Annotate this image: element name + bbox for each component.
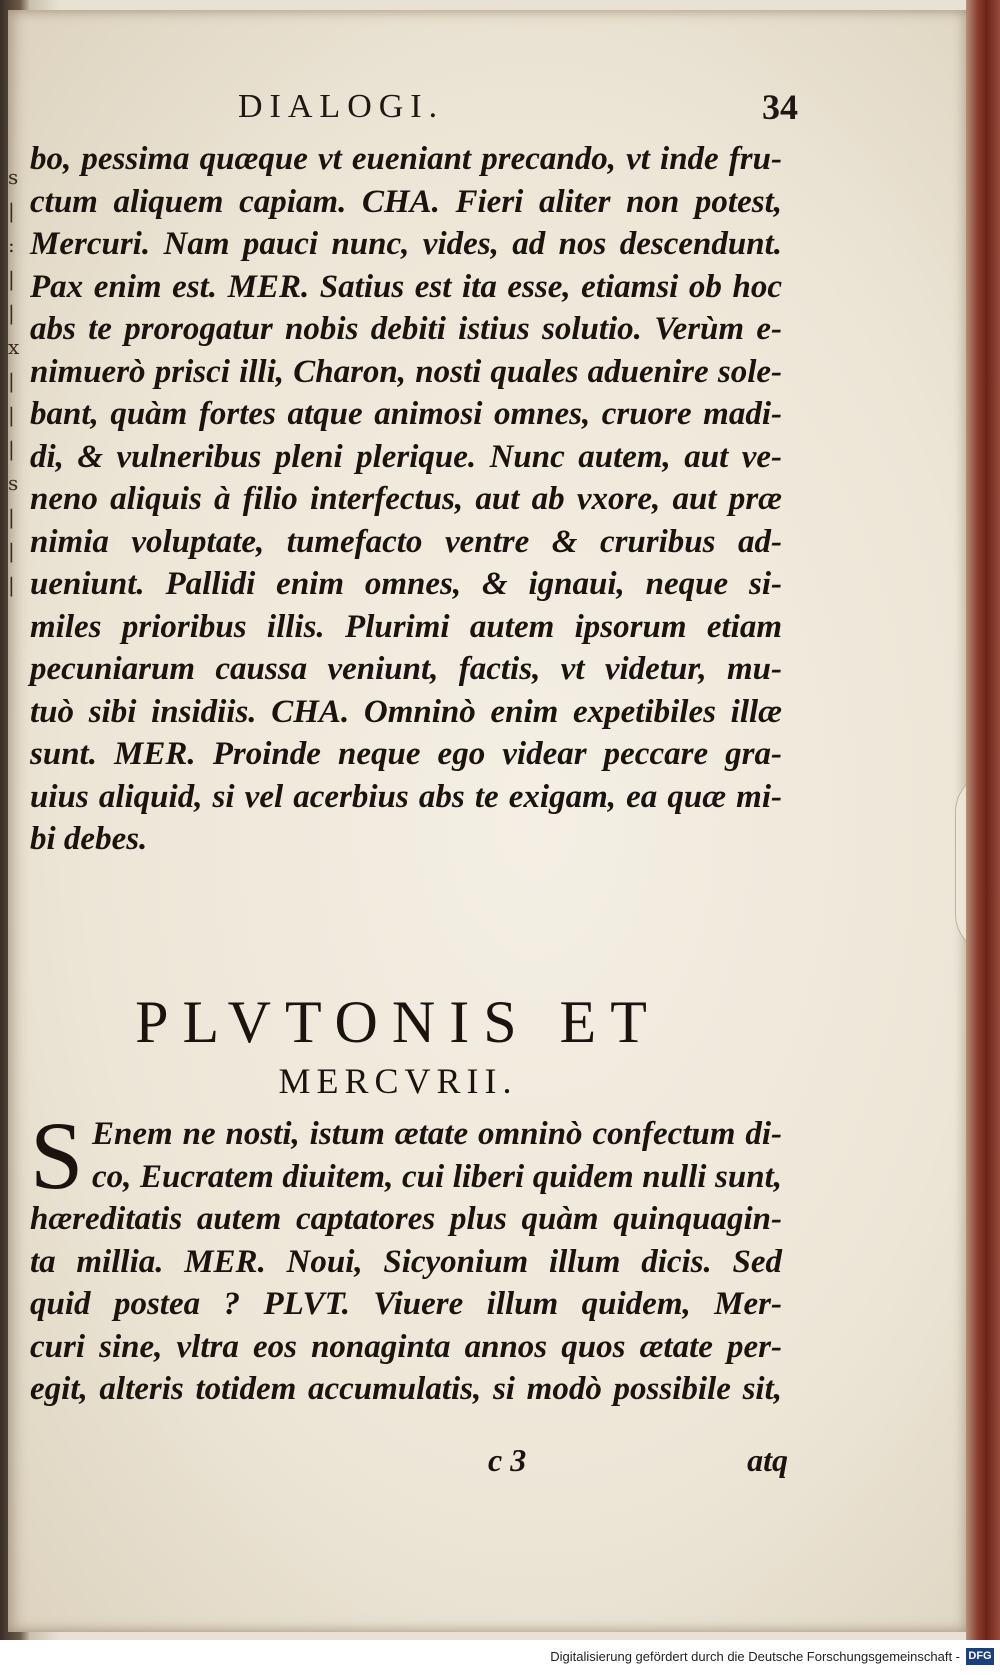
dfg-logo-icon: DFG — [966, 1648, 994, 1665]
catchword: atq — [747, 1442, 788, 1478]
book-page — [8, 10, 966, 1632]
text-line: Enem ne nosti, istum ætate omninò confectum di- — [92, 1116, 782, 1152]
text-line: ctum aliquem capiam. CHA. Fieri aliter non potest, — [30, 183, 782, 220]
signature-mark: c 3 — [488, 1442, 527, 1478]
dialogue-text-top — [30, 138, 782, 861]
text-line: pecuniarum caussa veniunt, factis, vt videtur, mu- — [30, 651, 782, 687]
credit-text: Digitalisierung gefördert durch die Deutsche Forschungsgemeinschaft - — [550, 1649, 960, 1664]
text-line: bi debes. — [30, 821, 148, 857]
page-number: 34 — [762, 87, 798, 127]
text-line: ueniunt. Pallidi enim omnes, & ignaui, neque si- — [30, 566, 782, 602]
text-line: tuò sibi insidiis. CHA. Omninò enim expetibiles illæ — [30, 693, 782, 730]
dialogue-text-bottom — [30, 1102, 782, 1411]
credit-bar — [0, 1640, 1000, 1675]
text-line: Mercuri. Nam pauci nunc, vides, ad nos descendunt. — [30, 226, 782, 262]
text-line: hæreditatis autem captatores plus quàm quinquagin- — [30, 1201, 782, 1237]
text-line: di, & vulneribus pleni plerique. Nunc autem, aut ve- — [30, 438, 782, 475]
text-line: nimuerò prisci illi, Charon, nosti quales aduenire sole- — [30, 353, 782, 390]
text-line: curi sine, vltra eos nonaginta annos quos ætate per- — [30, 1328, 782, 1365]
page-footer — [488, 1442, 788, 1486]
text-line: ta millia. MER. Noui, Sicyonium illum dicis. Sed — [30, 1243, 782, 1280]
book-edge — [966, 0, 1000, 1640]
section-title-main: PLVTONIS ET — [135, 989, 661, 1055]
text-line: neno aliquis à filio interfectus, aut ab vxore, aut præ — [30, 481, 782, 517]
section-title-sub: MERCVRII. — [278, 1061, 518, 1101]
text-line: bant, quàm fortes atque animosi omnes, cruore madi- — [30, 396, 782, 432]
gutter-marks: s | : | | x | | | s | | | — [8, 165, 20, 597]
text-line: sunt. MER. Proinde neque ego videar peccare gra- — [30, 736, 782, 772]
text-line: Pax enim est. MER. Satius est ita esse, etiamsi ob hoc — [30, 268, 782, 305]
text-line: bo, pessima quæque vt eueniant precando, vt inde fru- — [30, 141, 782, 177]
text-line: miles prioribus illis. Plurimi autem ipsorum etiam — [30, 608, 782, 645]
text-line: co, Eucratem diuitem, cui liberi quidem nulli sunt, — [92, 1158, 782, 1195]
text-line: egit, alteris totidem accumulatis, si modò possibile sit, — [30, 1371, 782, 1407]
text-line: uius aliquid, si vel acerbius abs te exigam, ea quæ mi- — [30, 778, 782, 815]
text-line: quid postea ? PLVT. Viuere illum quidem, Mer- — [30, 1286, 782, 1322]
drop-cap: S — [30, 1102, 84, 1209]
text-line: abs te prorogatur nobis debiti istius solutio. Verùm e- — [30, 311, 782, 347]
section-title — [78, 985, 718, 1103]
text-line: nimia voluptate, tumefacto ventre & cruribus ad- — [30, 523, 782, 560]
running-title: DIALOGI. — [238, 88, 445, 125]
page-header — [238, 88, 798, 138]
